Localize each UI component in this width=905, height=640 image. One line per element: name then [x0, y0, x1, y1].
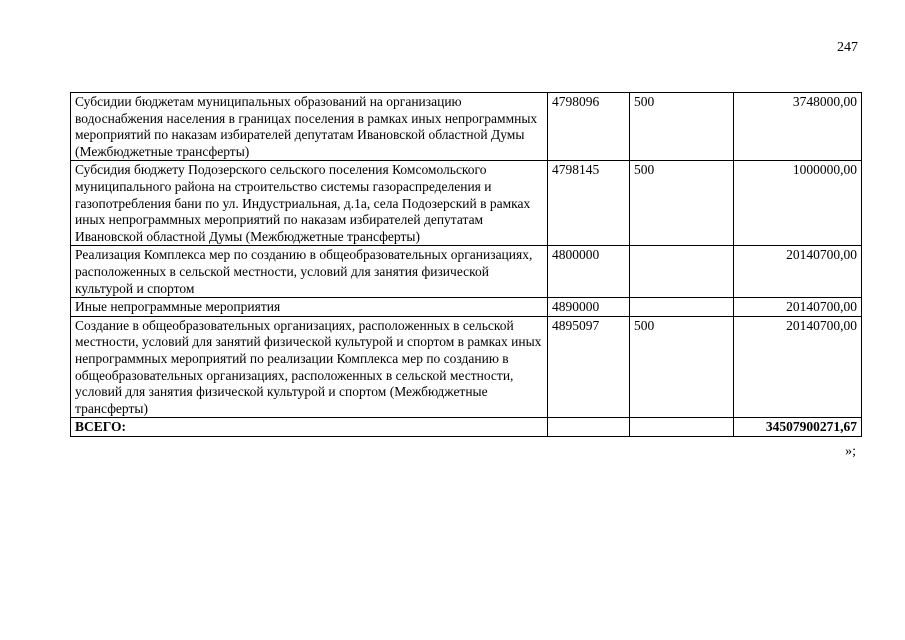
closing-quote-mark: »; [845, 444, 856, 459]
total-label: ВСЕГО: [71, 418, 548, 437]
row-name-cell: Иные непрограммные мероприятия [71, 298, 548, 317]
total-code-cell [548, 418, 630, 437]
table-row [71, 298, 862, 317]
page-number: 247 [837, 40, 858, 55]
total-row [71, 418, 862, 437]
total-sum: 34507900271,67 [734, 418, 862, 437]
row-code-cell: 4895097 [548, 316, 630, 418]
row-name-cell: Субсидии бюджетам муниципальных образований на организацию водоснабжения населения в границах поселения в рамках иных непрограммных мероприятий по наказам избирателей депутатам Ивановской областной Думы (Межбюджетные трансферты) [71, 93, 548, 161]
table-row [71, 246, 862, 298]
table-row [71, 93, 862, 161]
row-type-cell: 500 [630, 316, 734, 418]
row-type-cell [630, 298, 734, 317]
row-sum-cell: 20140700,00 [734, 316, 862, 418]
table-row [71, 161, 862, 246]
row-type-cell: 500 [630, 161, 734, 246]
table-row [71, 316, 862, 418]
row-name-cell: Реализация Комплекса мер по созданию в общеобразовательных организациях, расположенных в сельской местности, условий для занятия физической культурой и спортом [71, 246, 548, 298]
row-sum-cell: 1000000,00 [734, 161, 862, 246]
row-code-cell: 4798145 [548, 161, 630, 246]
row-sum-cell: 3748000,00 [734, 93, 862, 161]
row-name-cell: Создание в общеобразовательных организациях, расположенных в сельской местности, условий для занятий физической культурой и спортом в рамках иных непрограммных мероприятий по реализации Комплекса мер по созданию в общеобразовательных организациях, расположенных в сельской местности, условий для занятия физической культурой и спортом (Межбюджетные трансферты) [71, 316, 548, 418]
row-type-cell: 500 [630, 93, 734, 161]
total-type-cell [630, 418, 734, 437]
row-code-cell: 4890000 [548, 298, 630, 317]
row-type-cell [630, 246, 734, 298]
row-code-cell: 4800000 [548, 246, 630, 298]
row-sum-cell: 20140700,00 [734, 298, 862, 317]
budget-table [70, 92, 862, 437]
row-name-cell: Субсидия бюджету Подозерского сельского поселения Комсомольского муниципального района на строительство системы газораспределения и газопотребления бани по ул. Индустриальная, д.1а, села Подозерский в рамках иных непрограммных мероприятий по наказам избирателей депутатам Ивановской областной Думы (Межбюджетные трансферты) [71, 161, 548, 246]
row-sum-cell: 20140700,00 [734, 246, 862, 298]
row-code-cell: 4798096 [548, 93, 630, 161]
